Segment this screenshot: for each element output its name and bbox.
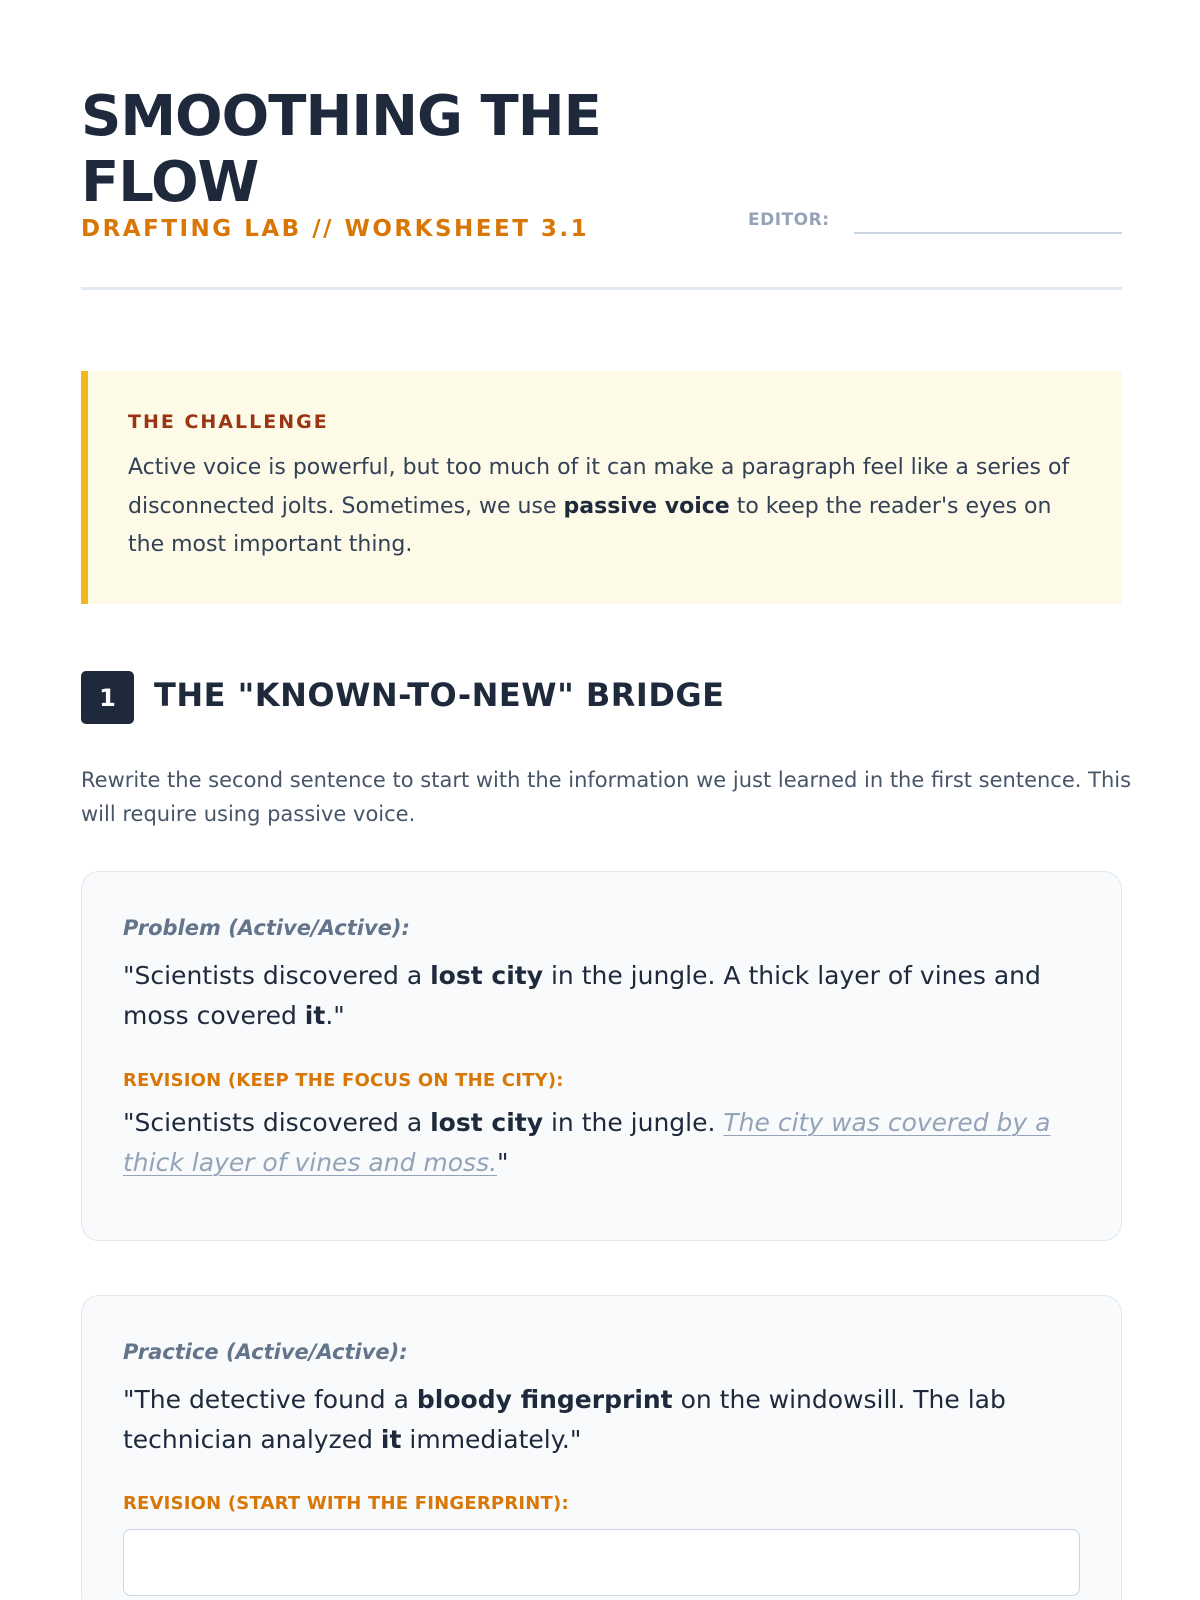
challenge-text-start: Active voice is powerful, but too much of it can make a paragraph feel like a series of disconnected jolts. Sometimes, we use bbox=[128, 455, 1070, 519]
example-revision-part: in the jungle. bbox=[543, 1108, 724, 1137]
example-sentence-part: ." bbox=[325, 1001, 345, 1030]
example-revision-bold: lost city bbox=[430, 1108, 544, 1137]
practice-revision-label: REVISION (START WITH THE FINGERPRINT): bbox=[123, 1493, 569, 1514]
editor-label: EDITOR: bbox=[748, 210, 830, 230]
practice-sentence-part: "The detective found a bbox=[123, 1385, 417, 1414]
section-title: THE "KNOWN-TO-NEW" BRIDGE bbox=[154, 676, 725, 714]
challenge-callout bbox=[81, 371, 1122, 604]
challenge-text-end: to keep the reader's eyes on the most important thing. bbox=[128, 493, 1052, 557]
page-title: SMOOTHING THE FLOW bbox=[81, 84, 601, 215]
example-sentence-bold: lost city bbox=[430, 961, 544, 990]
example-revision bbox=[123, 1103, 1083, 1183]
editor-name-field[interactable] bbox=[854, 232, 1122, 234]
challenge-text-bold: passive voice bbox=[563, 493, 730, 519]
example-sentence-part: "Scientists discovered a bbox=[123, 961, 431, 990]
example-revision-part: " bbox=[497, 1148, 509, 1177]
example-answer-text: The city was covered by a thick layer of vines and moss. bbox=[123, 1108, 1051, 1177]
challenge-text bbox=[128, 449, 1088, 565]
example-label: Problem (Active/Active): bbox=[123, 916, 410, 940]
section-number-badge: 1 bbox=[81, 671, 134, 724]
practice-sentence-part: immediately." bbox=[401, 1425, 582, 1454]
challenge-heading: THE CHALLENGE bbox=[128, 411, 329, 433]
practice-sentence-bold: bloody fingerprint bbox=[416, 1385, 673, 1414]
header-divider bbox=[81, 287, 1122, 290]
practice-sentence bbox=[123, 1380, 1083, 1460]
example-sentence bbox=[123, 956, 1083, 1036]
example-sentence-part: in the jungle. A thick layer of vines and moss covered bbox=[123, 961, 1041, 1030]
practice-sentence-bold: it bbox=[380, 1425, 402, 1454]
practice-card bbox=[81, 1295, 1122, 1600]
page-subtitle: DRAFTING LAB // WORKSHEET 3.1 bbox=[81, 216, 590, 242]
practice-sentence-part: on the windowsill. The lab technician analyzed bbox=[123, 1385, 1006, 1454]
example-sentence-bold: it bbox=[304, 1001, 326, 1030]
section-instructions: Rewrite the second sentence to start with the information we just learned in the first sentence. This will require using passive voice. bbox=[81, 768, 1132, 826]
practice-label: Practice (Active/Active): bbox=[123, 1340, 408, 1364]
example-card bbox=[81, 871, 1122, 1241]
example-revision-label: REVISION (KEEP THE FOCUS ON THE CITY): bbox=[123, 1070, 564, 1091]
practice-revision-input[interactable] bbox=[123, 1529, 1080, 1596]
example-revision-part: "Scientists discovered a bbox=[123, 1108, 431, 1137]
